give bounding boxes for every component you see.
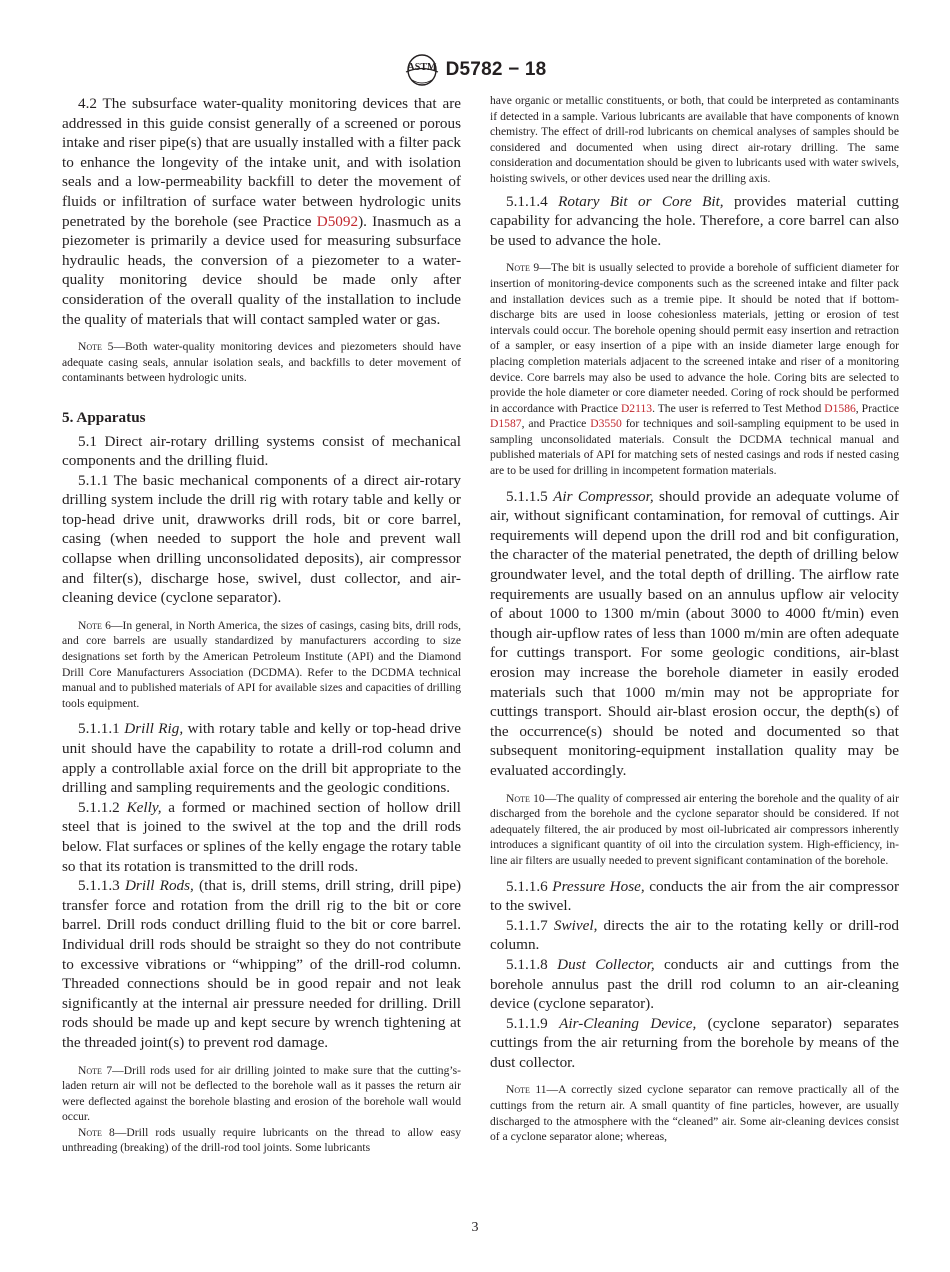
ref-link-d1586[interactable]: D1586 [824,401,856,415]
paragraph-5-1: 5.1 Direct air-rotary drilling systems consist of mechanical components and the drilling fluid. [62,432,461,470]
paragraph-5-1-1-7: 5.1.1.7 Swivel, directs the air to the rotating kelly or drill-rod column. [490,916,900,954]
note-7: Note 7—Drill rods used for air drilling jointed to make sure that the cutting’s-laden return air will not be deflected to the borehole wall as it passes the return air were deflected against the borehole blasting and erosion of the borehole wall would occur. [62,1063,461,1124]
astm-logo-icon [404,53,440,87]
section-heading-apparatus: 5. Apparatus [62,408,146,426]
paragraph-5-1-1-8: 5.1.1.8 Dust Collector, conducts air and cuttings from the borehole annulus past the drill rod column to an air-cleaning device (cyclone separator). [490,955,899,1013]
paragraph-5-1-1-1: 5.1.1.1 Drill Rig, with rotary table and kelly or top-head drive unit should have the capability to rotate a drill-rod column and apply a controllable axial force on the drill bit appropriate to the drilling and sampling requirements and the geologic conditions. [62,720,461,797]
right-column [490,93,899,1145]
page-number: 3 [471,1220,479,1235]
ref-link-d2113[interactable]: D2113 [620,401,653,415]
ref-link-d1587[interactable]: D1587 [490,417,522,431]
ref-link-d3550[interactable]: D3550 [590,417,622,431]
note-6: Note 6—In general, in North America, the sizes of casings, casing bits, drill rods, and core barrels are usually standardized by manufacturers according to size designations set forth by the American Petroleum Institute (API) and the Diamond Drill Core Manufacturers Association (DCDMA). Refer to the DCDMA technical manual and to published materials of API for available sizes and capacities of drilling tools equipment. [62,618,461,710]
left-column [62,94,461,1156]
paragraph-5-1-1-3: 5.1.1.3 Drill Rods, (that is, drill stems, drill string, drill pipe) transfer force and rotation from the drill rig to the bit or core barrel. Drill rods conduct drilling fluid to the bit or core barrel. Individual drill rods should be straight so they do not contribute to excessive vibrations or “whipping” of the drill-rod column. Threaded connections should be in good repair and not leak significantly at the internal air pressure needed for drilling. Drill rods should be made up and kept secure by wrench tightening at the threaded joint(s) to prevent rod damage. [62,877,461,1051]
paragraph-5-1-1-6: 5.1.1.6 Pressure Hose, conducts the air from the air compressor to the swivel. [490,877,900,915]
svg-text:ASTM: ASTM [407,62,437,73]
paragraph-5-1-1-2: 5.1.1.2 Kelly, a formed or machined section of hollow drill steel that is joined to the swivel at the top and the drill rods below. Flat surfaces or splines of the kelly engage the rotary table so that its rotation is transmitted to the drill rods. [62,798,461,875]
document-id: D5782 − 18 [445,59,547,80]
paragraph-5-1-1: 5.1.1 The basic mechanical components of a direct air-rotary drilling system include the drill rig with rotary table and kelly or top-head drive unit, drawworks drill rods, bit or core barrel, casing (when needed to support the hole and prevent wall collapse when drilling unconsolidated deposits), air compressor and filter(s), discharge hose, swivel, dust collector, and air-cleaning device (cyclone separator). [62,471,461,607]
paragraph-5-1-1-9: 5.1.1.9 Air-Cleaning Device, (cyclone separator) separates cuttings from the air returning from the borehole by means of the dust collector. [490,1014,899,1071]
ref-link-d5092[interactable]: D5092 [316,212,359,230]
note-11: Note 11—A correctly sized cyclone separator can remove practically all of the cuttings from the return air. A small quantity of fine particles, however, are usually discharged to the atmosphere with the “cleaned” air. Some air-cleaning devices consist of a cyclone separator alone; whereas, [490,1083,899,1144]
paragraph-4-2: 4.2 The subsurface water-quality monitoring devices that are addressed in this guide consist generally of a screened or porous intake and riser pipe(s) that are usually installed with a filter pack to enhance the longevity of the intake unit, and with isolation seals and a low-permeability backfill to deter the movement of fluids or infiltration of surface water between hydrologic units penetrated by the borehole (see Practice D5092). Inasmuch as a piezometer is primarily a device used for measuring subsurface hydraulic heads, the conversion of a piezometer to a water-quality monitoring device should be made only after consideration of the overall quality of the installation to include the quality of materials that will contact sampled water or gas. [62,95,461,328]
paragraph-5-1-1-4: 5.1.1.4 Rotary Bit or Core Bit, provides material cutting capability for advancing the hole. Therefore, a core barrel can also be used to advance the hole. [490,192,899,249]
page-header [0,52,950,88]
paragraph-5-1-1-5: 5.1.1.5 Air Compressor, should provide an adequate volume of air, without significant contamination, for removal of cuttings. Air requirements will depend upon the drill rod and bit configuration, the character of the material penetrated, the depth of drilling below groundwater level, and the total depth of drilling. The airflow rate requirements are usually based on an annulus upflow air velocity of about 1000 to 1300 m/min (about 3000 to 4000 ft/min) even though air-upflow rates of less than 1000 m/min are often adequate for cuttings transport. For some geologic conditions, air-blast erosion may increase the borehole diameter in easily eroded materials such that 1000 m/min may not be appropriate for cuttings transport. Should air-blast erosion occur, the depth(s) of the occurrence(s) should be noted and documented so that subsequent monitoring-equipment installation quality may be evaluated accordingly. [490,487,900,779]
note-8-continued: have organic or metallic constituents, or both, that could be interpreted as contaminants if detected in a sample. Various lubricants are available that have components of known chemistry. The effect of drill-rod lubricants on chemical analyses of samples should be considered and documented when using direct air-rotary drilling. The same consideration and documentation should be given to lubricants used with water swivels, hoisting swivels, or other devices used near the drilling axis. [490,94,899,185]
note-10: Note 10—The quality of compressed air entering the borehole and the quality of air discharged from the borehole and the cyclone separator should be considered. If not adequately filtered, the air produced by most oil-lubricated air compressors inherently introduces a significant quantity of oil into the circulation system. High-efficiency, in-line air filters are usually needed to prevent significant contamination of the borehole. [490,791,899,867]
note-8: Note 8—Drill rods usually require lubricants on the thread to allow easy unthreading (breaking) of the drill-rod tool joints. Some lubricants [62,1125,461,1155]
note-5: Note 5—Both water-quality monitoring devices and piezometers should have adequate casing seals, annular isolation seals, and backfills to deter movement of contaminants between hydrologic units. [62,340,461,385]
note-9: Note 9—The bit is usually selected to provide a borehole of sufficient diameter for insertion of monitoring-device components such as the screened intake and filter pack and installation devices such as a tremie pipe. It should be noted that if bottom-discharge bits are used in loose cohesionless materials, jetting or erosion of test intervals could occur. The borehole opening should permit easy insertion and retraction of a sampler, or easy insertion of a pipe with an inside diameter large enough for placing completion materials adjacent to the screened intake and riser of a monitoring device. Core barrels may also be used to advance the hole. Coring bits are selected to provide the hole diameter or core diameter needed. Coring of rock should be performed in accordance with Practice D2113. The user is referred to Test Method D1586, Practice D1587, and Practice D3550 for techniques and soil-sampling equipment to be used in sampling unconsolidated materials. Consult the DCDMA technical manual and published materials of API for matching sets of nested casings and rods if nested casing are to be used for drilling in incompetent formation materials. [490,261,899,478]
